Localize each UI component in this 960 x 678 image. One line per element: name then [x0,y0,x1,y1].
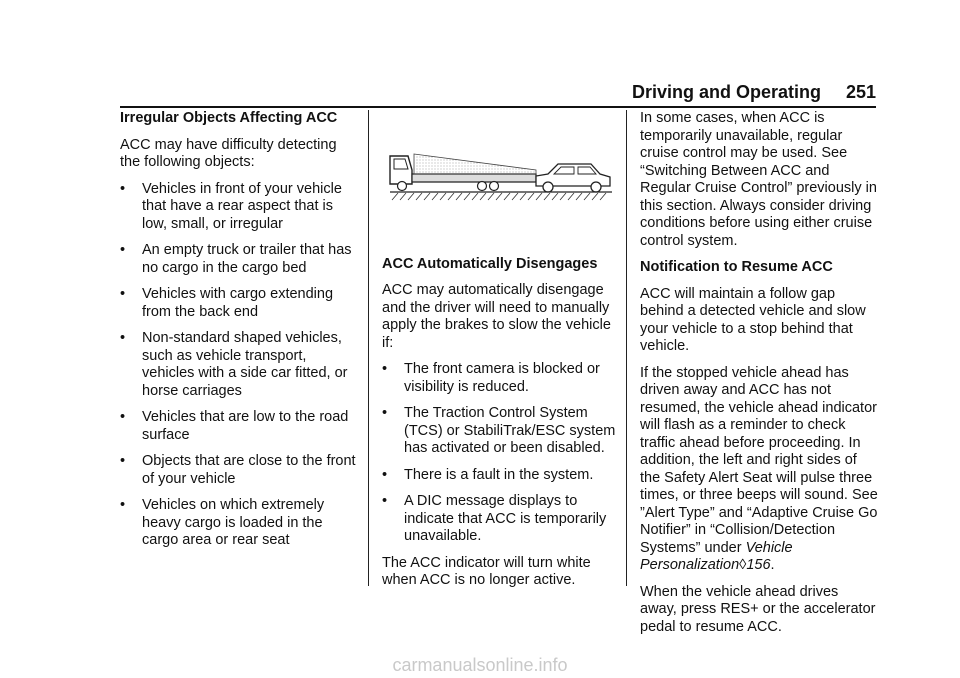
list-item-text: There is a fault in the system. [404,466,594,483]
list-item [120,453,356,488]
page-number: 251 [845,82,876,102]
col3-paragraph-1: In some cases, when ACC is temporarily unavailable, regular cruise control may be used. See “Switching Between ACC and Regular Cruise Control” previously in this section. Always consider driving conditions before using either cruise control system. [640,110,877,249]
list-item [382,405,618,458]
section-title: Driving and Operating [632,82,822,102]
bullet-icon: • [382,405,388,421]
list-item [120,409,356,444]
bullet-icon: • [120,242,126,258]
list-item-text: Non-standard shaped vehicles, such as vehicle transport, vehicles with a side car fitted, or horse carriages [142,330,348,399]
col2-outro: The ACC indicator will turn white when ACC is no longer active. [382,554,591,588]
list-item [120,286,356,321]
bullet-icon: • [120,497,126,513]
bullet-icon: • [120,409,126,425]
bullet-icon: • [120,330,126,346]
page-header [632,82,876,103]
list-item-text: Vehicles with cargo extending from the back end [142,286,334,320]
list-item-text: The front camera is blocked or visibility is reduced. [404,361,600,395]
bullet-icon: • [382,361,388,377]
bullet-icon: • [120,453,126,469]
heading-irregular-objects: Irregular Objects Affecting ACC [120,110,338,126]
col3-paragraph-3 [640,365,878,575]
col1-intro: ACC may have difficulty detecting the following objects: [120,136,337,170]
list-item [120,497,356,550]
page-reference-icon: ◊ [739,557,747,573]
list-item-text: Vehicles on which extremely heavy cargo is loaded in the cargo area or rear seat [142,497,325,548]
column-divider-2 [626,110,627,586]
column-1 [120,110,356,559]
list-item [382,361,618,396]
list-item [120,242,356,277]
col3-paragraph-4: When the vehicle ahead drives away, press RES+ or the accelerator pedal to resume ACC. [640,583,876,635]
column-2 [382,110,618,599]
reference-page-number: 156 [746,557,771,573]
list-item-text: A DIC message displays to indicate that ACC is temporarily unavailable. [404,493,607,544]
bullet-icon: • [120,180,126,197]
bullet-icon: • [382,466,388,483]
paragraph-3-end: . [770,557,775,573]
list-item-text: An empty truck or trailer that has no cargo in the cargo bed [142,242,352,276]
list-item [120,330,356,400]
list-item [382,493,618,546]
reference-title: Vehicle Personalization [640,539,793,573]
list-item-text: Objects that are close to the front of your vehicle [142,453,356,487]
truck-and-car-illustration [386,144,616,204]
heading-acc-disengages: ACC Automatically Disengages [382,255,598,272]
bullet-icon: • [382,493,388,509]
col3-paragraph-2: ACC will maintain a follow gap behind a detected vehicle and slow your vehicle to a stop behind that vehicle. [640,285,866,354]
list-item [382,467,618,485]
list-item [120,181,356,234]
col2-intro: ACC may automatically disengage and the driver will need to manually apply the brakes to slow the vehicle if: [382,282,611,351]
column-divider-1 [368,110,369,586]
heading-notification-resume: Notification to Resume ACC [640,259,833,275]
bullet-icon: • [120,286,126,302]
list-item-text: The Traction Control System (TCS) or StabiliTrak/ESC system has activated or been disabled. [404,405,616,456]
list-item-text: Vehicles that are low to the road surface [142,409,349,443]
paragraph-3-text: If the stopped vehicle ahead has driven away and ACC has not resumed, the vehicle ahead indicator will flash as a reminder to check traffic ahead before proceeding. In addition, the left and right sides of the Safety Alert Seat will pulse three times, or three beeps will sound. See ”Alert Type” and “Adaptive Cruise Go Notifier” in “Collision/Detection Systems” under [640,364,878,556]
header-rule [120,106,876,108]
watermark: carmanualsonline.info [392,655,568,675]
column-3 [640,110,878,645]
list-item-text: Vehicles in front of your vehicle that have a rear aspect that is low, small, or irregular [142,180,342,232]
